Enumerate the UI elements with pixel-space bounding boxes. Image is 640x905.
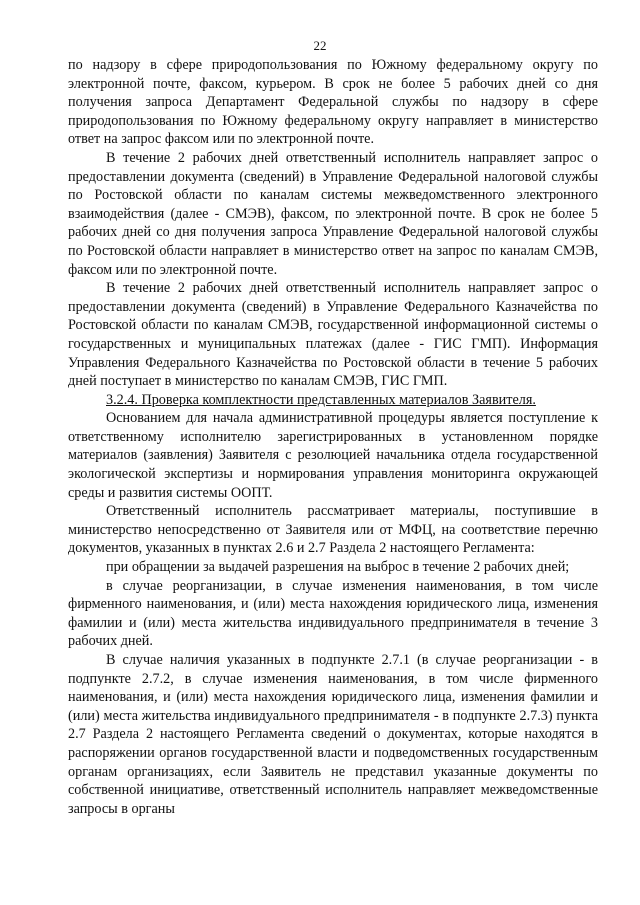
- paragraph-2: В течение 2 рабочих дней ответственный исполнитель направляет запрос о предоставлении документа (сведений) в Управление Федеральной налоговой службы по Ростовской области по каналам системы межведомственного электронного взаимодействия (далее - СМЭВ), факсом, по электронной почте. В срок не более 5 рабочих дней со дня получения запроса Управление Федеральной налоговой службы по Ростовской области направляет в министерство ответ на запрос по каналам СМЭВ, факсом или по электронной почте.: [68, 149, 598, 278]
- paragraph-6: Ответственный исполнитель рассматривает материалы, поступившие в министерство непосредственно от Заявителя или от МФЦ, на соответствие перечню документов, указанных в пунктах 2.6 и 2.7 Раздела 2 настоящего Регламента:: [68, 503, 598, 557]
- paragraph-9: В случае наличия указанных в подпункте 2.7.1 (в случае реорганизации - в подпункте 2.7.2, в случае изменения наименования, в том числе фирменного наименования, и (или) места нахождения юридического лица, изменения фамилии и (или) места жительства индивидуального предпринимателя - в подпункте 2.7.3) пункта 2.7 Раздела 2 настоящего Регламента сведений о документах, которые находятся в распоряжении органов государственной власти и подведомственных государственным органам организациях, если Заявитель не представил указанные документы по собственной инициативе, ответственный исполнитель направляет межведомственные запросы в органы: [68, 652, 598, 817]
- list-item-2: в случае реорганизации, в случае изменения наименования, в том числе фирменного наименования, и (или) места нахождения юридического лица, изменения фамилии и (или) места жительства индивидуального предпринимателя в течение 3 рабочих дней.: [68, 577, 598, 650]
- paragraph-3: В течение 2 рабочих дней ответственный исполнитель направляет запрос о предоставлении документа (сведений) в Управление Федерального Казначейства по Ростовской области по каналам СМЭВ, государственной информационной системы о государственных и муниципальных платежах (далее - ГИС ГМП). Информация Управления Федерального Казначейства по Ростовской области в течение 5 рабочих дней поступает в министерство по каналам СМЭВ, ГИС ГМП.: [68, 280, 598, 390]
- section-heading-3-2-4: 3.2.4. Проверка комплектности представленных материалов Заявителя.: [106, 391, 536, 408]
- paragraph-5: Основанием для начала административной процедуры является поступление к ответственному исполнителю зарегистрированных в установленном порядке материалов (заявления) Заявителя с резолюцией начальника отдела государственной экологической экспертизы и нормирования управления мониторинга окружающей среды и развития системы ООПТ.: [68, 410, 598, 501]
- paragraph-1: по надзору в сфере природопользования по Южному федеральному округу по электронной почте, факсом, курьером. В срок не более 5 рабочих дней со дня получения запроса Департамент Федеральной службы по надзору в сфере природопользования по Южному федеральному округу направляет в министерство ответ на запрос факсом или по электронной почте.: [68, 57, 598, 148]
- list-item-1: при обращении за выдачей разрешения на выброс в течение 2 рабочих дней;: [106, 559, 570, 576]
- page-number: 22: [313, 38, 327, 53]
- document-body: [68, 56, 598, 818]
